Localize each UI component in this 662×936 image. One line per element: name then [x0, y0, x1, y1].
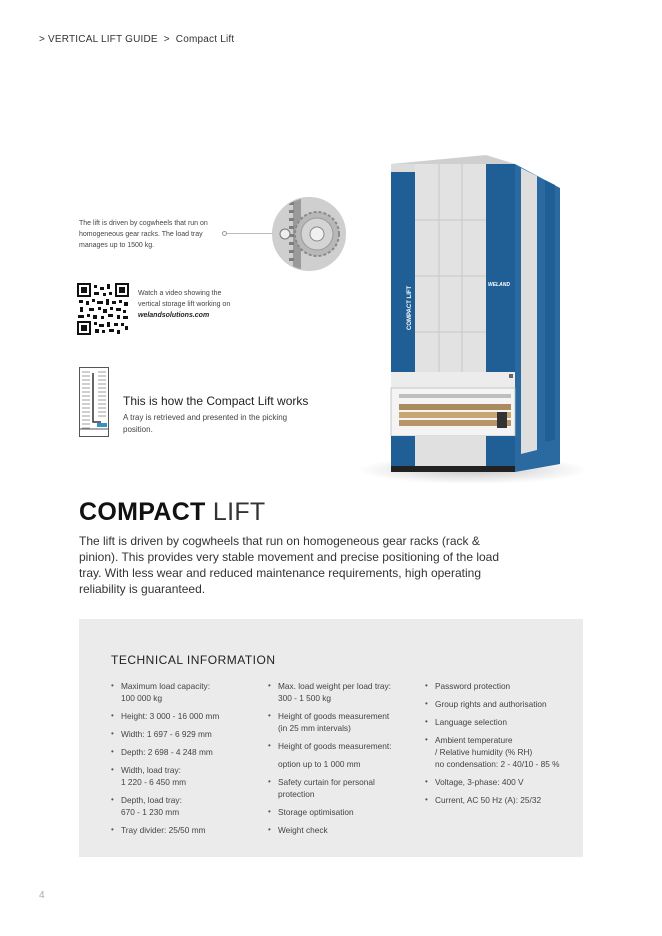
machine-side-label: COMPACT LIFT — [407, 285, 413, 330]
spec-item: • Group rights and authorisation — [425, 698, 575, 710]
callout-line — [225, 233, 275, 234]
spec-item: • Height: 3 000 - 16 000 mm — [111, 710, 261, 722]
compact-lift-image — [355, 150, 590, 490]
spec-item: • Height of goods measurement (in 25 mm intervals) — [268, 710, 418, 734]
spec-item: • Max. load weight per load tray: 300 - 1 500 kg — [268, 680, 418, 704]
gear-callout-text: The lift is driven by cogwheels that run on homogeneous gear racks. The load tray manages up to 1500 kg. — [79, 220, 208, 249]
cogwheel-icon — [273, 198, 346, 271]
spec-item: • Depth, load tray: 670 - 1 230 mm — [111, 794, 261, 818]
spec-item: • Width: 1 697 - 6 929 mm — [111, 728, 261, 740]
spec-item: • Voltage, 3-phase: 400 V — [425, 776, 575, 788]
spec-item: • Current, AC 50 Hz (A): 25/32 — [425, 794, 575, 806]
spec-list-1 — [111, 680, 261, 842]
spec-item: • Width, load tray: 1 220 - 6 450 mm — [111, 764, 261, 788]
gear-detail-image — [272, 197, 346, 271]
how-it-works-title: This is how the Compact Lift works — [123, 394, 309, 408]
breadcrumb-parent[interactable]: > VERTICAL LIFT GUIDE — [39, 34, 158, 45]
spec-list-2 — [268, 680, 418, 842]
spec-item: • Ambient temperature / Relative humidity (% RH) no condensation: 2 - 40/10 - 85 % — [425, 734, 575, 770]
technical-information-box — [79, 619, 583, 857]
callout-dot — [222, 231, 227, 236]
spec-item: option up to 1 000 mm — [278, 759, 361, 769]
spec-item: • Password protection — [425, 680, 575, 692]
breadcrumb — [39, 34, 237, 45]
spec-item: • Storage optimisation — [268, 806, 418, 818]
spec-list-3 — [425, 680, 575, 812]
qr-code[interactable] — [77, 283, 129, 335]
spec-item: • Maximum load capacity: 100 000 kg — [111, 680, 261, 704]
how-it-works-text: A tray is retrieved and presented in the picking position. — [123, 413, 288, 434]
spec-item: • Tray divider: 25/50 mm — [111, 824, 261, 836]
product-title — [79, 498, 265, 527]
page-number: 4 — [39, 890, 45, 901]
video-description: Watch a video showing the vertical storage lift working on — [138, 290, 231, 308]
spec-item: • Weight check — [268, 824, 418, 836]
machine-brand-label: WELAND — [488, 282, 510, 288]
spec-item: • Safety curtain for personal protection — [268, 776, 418, 800]
product-title-light: LIFT — [212, 498, 266, 526]
technical-title: TECHNICAL INFORMATION — [111, 653, 276, 667]
spec-item: • Depth: 2 698 - 4 248 mm — [111, 746, 261, 758]
product-intro: The lift is driven by cogwheels that run on homogeneous gear racks (rack & pinion). This provides very stable movement and precise positioning of the load tray. With less wear and reduced maintenance requirements, high operating reliability is guaranteed. — [79, 534, 500, 596]
product-title-bold: COMPACT — [79, 498, 206, 526]
spec-item: • Language selection — [425, 716, 575, 728]
spec-item: • Height of goods measurement: — [268, 740, 418, 752]
website-link[interactable]: welandsolutions.com — [138, 312, 210, 319]
breadcrumb-current: Compact Lift — [175, 34, 235, 45]
lift-diagram-icon — [79, 367, 109, 437]
video-text — [138, 288, 238, 321]
breadcrumb-separator: > — [163, 34, 170, 45]
